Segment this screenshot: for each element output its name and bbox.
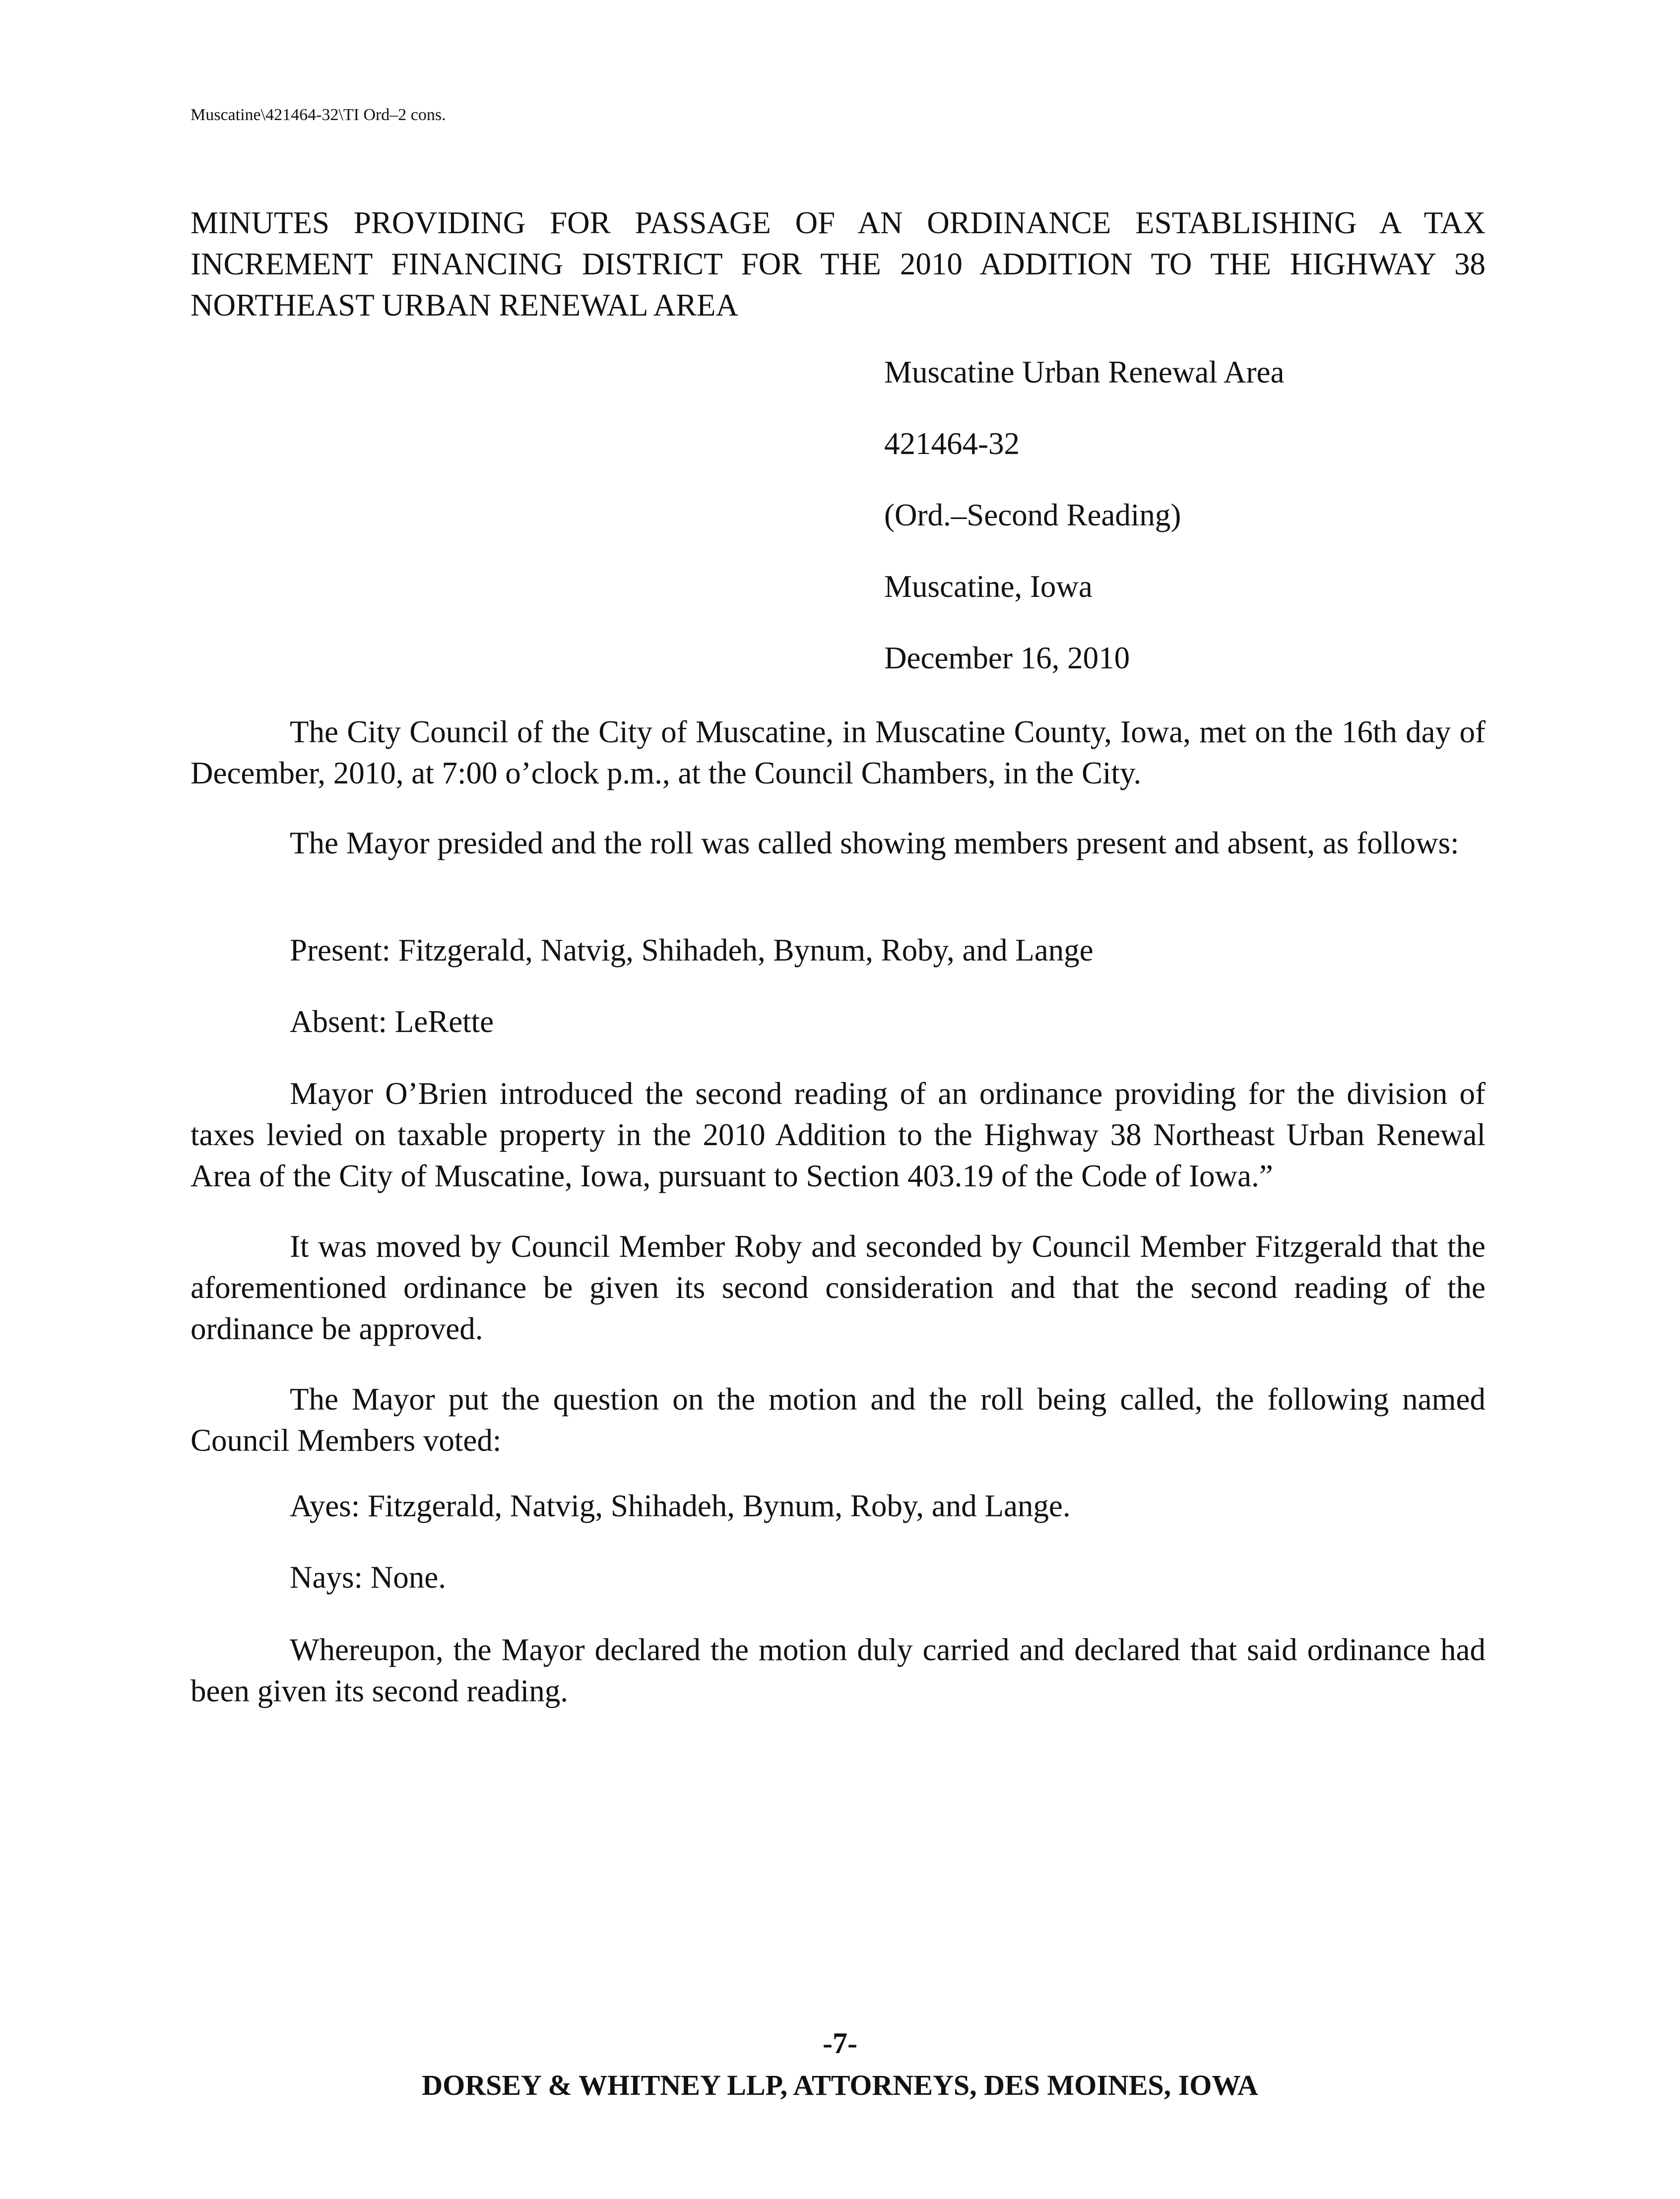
- vote-ayes: Ayes: Fitzgerald, Natvig, Shihadeh, Bynum, Roby, and Lange.: [290, 1488, 1071, 1523]
- members-present: Present: Fitzgerald, Natvig, Shihadeh, Bynum, Roby, and Lange: [290, 933, 1094, 968]
- paragraph-roll-call: The Mayor presided and the roll was called showing members present and absent, as follows:: [290, 826, 1459, 860]
- paragraph-motion: It was moved by Council Member Roby and seconded by Council Member Fitzgerald that the aforementioned ordinance be given its second consideration and that the second reading of the ordinance be approved.: [191, 1229, 1486, 1346]
- document-title: MINUTES PROVIDING FOR PASSAGE OF AN ORDINANCE ESTABLISHING A TAX INCREMENT FINANCING DISTRICT FOR THE 2010 ADDITION TO THE HIGHWAY 38 NORTHEAST URBAN RENEWAL AREA: [191, 205, 1486, 323]
- page-number: -7-: [823, 2027, 857, 2060]
- meta-reading: (Ord.–Second Reading): [884, 498, 1181, 532]
- paragraph-meeting: The City Council of the City of Muscatine, in Muscatine County, Iowa, met on the 16th day of December, 2010, at 7:00 o’clock p.m., at the Council Chambers, in the City.: [191, 714, 1486, 790]
- meta-date: December 16, 2010: [884, 641, 1130, 675]
- law-firm-footer: DORSEY & WHITNEY LLP, ATTORNEYS, DES MOINES, IOWA: [422, 2069, 1258, 2101]
- paragraph-conclusion: Whereupon, the Mayor declared the motion duly carried and declared that said ordinance had been given its second reading.: [191, 1632, 1486, 1708]
- meta-area: Muscatine Urban Renewal Area: [884, 355, 1285, 389]
- paragraph-introduction: Mayor O’Brien introduced the second reading of an ordinance providing for the division of taxes levied on taxable property in the 2010 Addition to the Highway 38 Northeast Urban Renewal Area of the City of Muscatine, Iowa, pursuant to Section 403.19 of the Code of Iowa.”: [191, 1076, 1486, 1193]
- paragraph-vote-intro: The Mayor put the question on the motion and the roll being called, the following named Council Members voted:: [191, 1382, 1486, 1458]
- members-absent: Absent: LeRette: [290, 1004, 494, 1039]
- meta-location: Muscatine, Iowa: [884, 569, 1093, 604]
- file-reference: Muscatine\421464-32\TI Ord–2 cons.: [191, 106, 446, 124]
- vote-nays: Nays: None.: [290, 1560, 446, 1595]
- meta-number: 421464-32: [884, 426, 1020, 461]
